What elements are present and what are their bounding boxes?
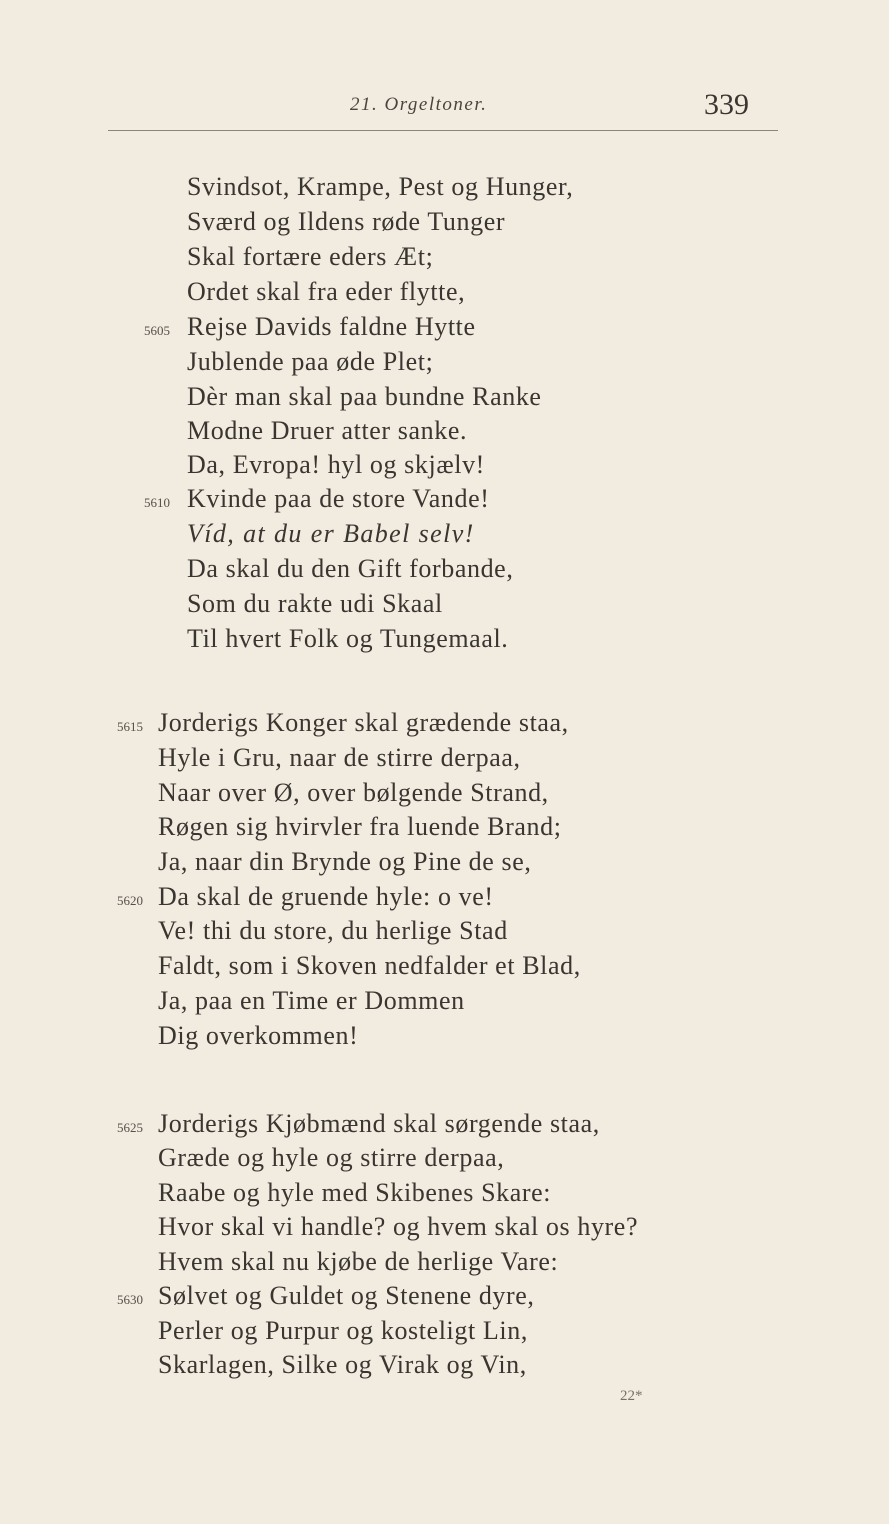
verse-line: Raabe og hyle med Skibenes Skare: <box>158 1178 552 1207</box>
running-head: 21. Orgeltoner. <box>350 94 488 115</box>
verse-line: Skarlagen, Silke og Virak og Vin, <box>158 1350 527 1379</box>
verse-line: Dèr man skal paa bundne Ranke <box>187 382 542 411</box>
line-number: 5605 <box>144 323 170 338</box>
verse-line: Dig overkommen! <box>158 1021 359 1050</box>
verse-line: Da skal de gruende hyle: o ve! <box>158 882 494 911</box>
verse-line: Svindsot, Krampe, Pest og Hunger, <box>187 172 574 201</box>
line-number: 5615 <box>117 719 143 734</box>
line-number: 5630 <box>117 1292 143 1307</box>
verse-line: Modne Druer atter sanke. <box>187 416 468 445</box>
verse-line: Da, Evropa! hyl og skjælv! <box>187 450 485 479</box>
verse-line: Jorderigs Konger skal grædende staa, <box>158 708 569 737</box>
line-number: 5610 <box>144 495 170 510</box>
verse-line: Rejse Davids faldne Hytte <box>187 312 476 341</box>
verse-line: Jorderigs Kjøbmænd skal sørgende staa, <box>158 1109 600 1138</box>
verse-line: Jublende paa øde Plet; <box>187 347 434 376</box>
page-header <box>0 88 889 128</box>
verse-line: Ja, paa en Time er Dommen <box>158 986 465 1015</box>
verse-line: Sværd og Ildens røde Tunger <box>187 207 506 236</box>
verse-line: Hvor skal vi handle? og hvem skal os hyre? <box>158 1212 639 1241</box>
verse-line: Røgen sig hvirvler fra luende Brand; <box>158 812 562 841</box>
line-number: 5625 <box>117 1120 143 1135</box>
verse-line: Faldt, som i Skoven nedfalder et Blad, <box>158 951 581 980</box>
verse-line: Ja, naar din Brynde og Pine de se, <box>158 847 532 876</box>
verse-line: Naar over Ø, over bølgende Strand, <box>158 778 549 807</box>
signature-mark: 22* <box>620 1388 643 1404</box>
verse-line: Hyle i Gru, naar de stirre derpaa, <box>158 743 521 772</box>
verse-line: Skal fortære eders Æt; <box>187 242 434 271</box>
header-rule <box>108 130 778 131</box>
verse-line: Ordet skal fra eder flytte, <box>187 277 466 306</box>
line-number: 5620 <box>117 893 143 908</box>
verse-line: Som du rakte udi Skaal <box>187 589 443 618</box>
page-number: 339 <box>704 88 749 121</box>
verse-line: Perler og Purpur og kosteligt Lin, <box>158 1316 528 1345</box>
verse-line: Græde og hyle og stirre derpaa, <box>158 1143 505 1172</box>
verse-line: Til hvert Folk og Tungemaal. <box>187 624 509 653</box>
verse-line: Sølvet og Guldet og Stenene dyre, <box>158 1281 535 1310</box>
verse-line: Ve! thi du store, du herlige Stad <box>158 916 508 945</box>
verse-line: Kvinde paa de store Vande! <box>187 484 490 513</box>
verse-line: Hvem skal nu kjøbe de herlige Vare: <box>158 1247 559 1276</box>
verse-line: Da skal du den Gift forbande, <box>187 554 514 583</box>
verse-line-italic: Víd, at du er Babel selv! <box>187 519 475 548</box>
